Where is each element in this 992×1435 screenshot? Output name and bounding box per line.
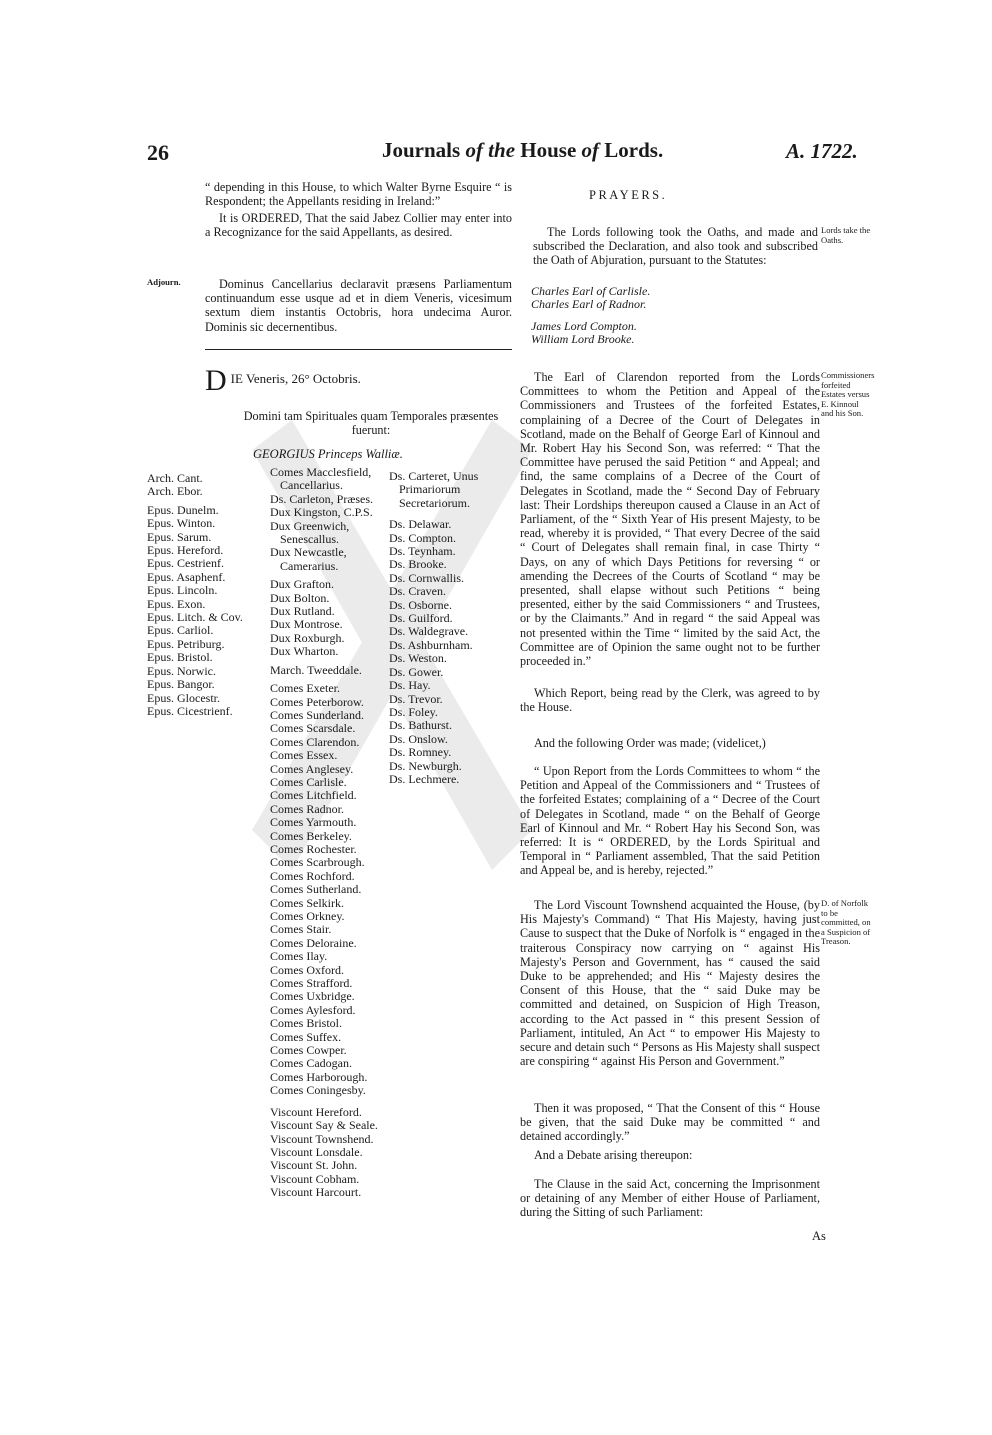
list-item: Viscount Harcourt. bbox=[270, 1185, 362, 1200]
list-item: Epus. Dunelm. bbox=[147, 502, 219, 517]
catchword: As bbox=[812, 1229, 826, 1243]
list-item: Epus. Asaphenf. bbox=[147, 569, 226, 584]
list-item: Comes Coningesby. bbox=[270, 1083, 366, 1098]
list-item: Dux Kingston, C.P.S. bbox=[270, 505, 373, 520]
list-item: Comes Anglesey. bbox=[270, 761, 354, 776]
list-item: Epus. Bristol. bbox=[147, 650, 213, 665]
margin-note-adjourn: Adjourn. bbox=[147, 277, 181, 287]
list-item: Epus. Winton. bbox=[147, 516, 216, 531]
list-item: Charles Earl of Carlisle. bbox=[531, 284, 651, 298]
list-item: Epus. Bangor. bbox=[147, 677, 215, 692]
adjournment-para: Dominus Cancellarius declaravit præsens Parliamentum continuandum esse usque ad et in diem Veneris, vicesimum sextum diem instantis Octobris, hora undecima Auror. Dominis sic decernentibus. bbox=[205, 277, 512, 334]
margin-note-commissioners: Commissioners forfeited Estates versus E. Kinnoul and his Son. bbox=[821, 370, 875, 419]
clarendon-report: The Earl of Clarendon reported from the Lords Committees to whom the Petition and Appeal of the Commissioners and Trustees of the forfeited Estates, complaining of a Decree of the Court of Delegates in Scotland, made on the Behalf of George Earl of Kinnoul and Mr. Robert Hay his Second Son, was referred: “ That the Committee have perused the said Petition “ and Appeal; and find, the same complains of a Decree of the Court of Delegates in Scotland, made the “ Second Day of February last: Their Lordships thereupon caused a Clause in an Act of Parliament, of the “ Sixth Year of His present Majesty, to be read, whereby it is provided, “ That every Decree of the said “ Court of Delegates shall remain final, in case Thirty “ Days, on any of which Days Petitions for reversing “ or amending the Decrees of the Courts of Scotland “ may be presented, shall elapse without such Petitions “ being presented, either by the said Commissioners “ and Trustees, or by the Claimants.” And in regard “ the said Appeal was not presented within the Time “ limited by the said Act, the Committee are of Opinion the same ought not to be further proceeded in.” bbox=[520, 370, 820, 669]
title-word-journals: Journals bbox=[382, 138, 461, 162]
list-item: Ds. Carleton, Præses. bbox=[270, 491, 373, 506]
list-item: Viscount St. John. bbox=[270, 1158, 358, 1173]
prince-of-wales: GEORGIUS Princeps Walliæ. bbox=[253, 447, 403, 461]
day-heading-text: IE Veneris, 26° Octobris. bbox=[230, 371, 361, 386]
temporal-lords-column bbox=[270, 466, 390, 1200]
list-item: Epus. Exon. bbox=[147, 596, 206, 611]
list-item: Ds. Lechmere. bbox=[389, 771, 460, 786]
list-item: Comes Scarbrough. bbox=[270, 855, 365, 870]
list-item: Viscount Cobham. bbox=[270, 1171, 360, 1186]
list-item: James Lord Compton. bbox=[531, 318, 637, 333]
list-item: Dux Grafton. bbox=[270, 577, 334, 592]
list-item: Comes Litchfield. bbox=[270, 788, 357, 803]
list-item: Comes Oxford. bbox=[270, 962, 344, 977]
list-item: Comes Clarendon. bbox=[270, 734, 360, 749]
list-item: Epus. Petriburg. bbox=[147, 636, 225, 651]
list-item: Ds. Carteret, Unus Primariorum Secretariorum. bbox=[389, 469, 479, 510]
list-item: Ds. Romney. bbox=[389, 745, 452, 760]
list-item: Epus. Cicestrienf. bbox=[147, 703, 233, 718]
recognizance-order: It is ORDERED, That the said Jabez Collier may enter into a Recognizance for the said Appellants, as desired. bbox=[205, 211, 512, 240]
list-item: Comes Uxbridge. bbox=[270, 989, 355, 1004]
list-item: Viscount Lonsdale. bbox=[270, 1144, 363, 1159]
list-item: March. Tweeddale. bbox=[270, 662, 362, 677]
list-item: Arch. Cant. bbox=[147, 471, 203, 485]
section-divider bbox=[205, 349, 512, 350]
list-item: Comes Rochford. bbox=[270, 868, 355, 883]
list-item: Ds. Guilford. bbox=[389, 611, 453, 626]
list-item: Viscount Townshend. bbox=[270, 1131, 374, 1146]
list-item: Comes Cowper. bbox=[270, 1043, 347, 1058]
list-item: Ds. Hay. bbox=[389, 678, 431, 693]
list-item: Comes Radnor. bbox=[270, 801, 344, 816]
list-item: Comes Cadogan. bbox=[270, 1056, 352, 1071]
list-item: Comes Stair. bbox=[270, 922, 332, 937]
townshend-para: The Lord Viscount Townshend acquainted the House, (by His Majesty's Command) “ That His Majesty, having just Cause to suspect that the Duke of Norfolk is “ engaged in the traiterous Conspiracy now carrying on “ against His Majesty's Person and Government, has “ caused the said Duke to be apprehended; and His “ Majesty desires the Consent of this House, that the “ said Duke may be committed and detained, on Suspicion of High Treason, according to the Act passed in “ this present Session of Parliament, intituled, An Act “ to empower His Majesty to secure and detain such “ Persons as His Majesty shall suspect are conspiring “ against His Person and Government.” bbox=[520, 898, 820, 1069]
order-intro: And the following Order was made; (videlicet,) bbox=[534, 736, 766, 750]
list-item: Arch. Ebor. bbox=[147, 484, 203, 499]
list-item: Comes Essex. bbox=[270, 748, 338, 763]
list-item: Ds. Trevor. bbox=[389, 691, 443, 706]
appeal-continuation: “ depending in this House, to which Walter Byrne Esquire “ is Respondent; the Appellants residing in Ireland:” bbox=[205, 180, 512, 209]
title-word-of-the: of the bbox=[465, 138, 516, 162]
list-item: Ds. Teynham. bbox=[389, 544, 456, 559]
list-item: Comes Exeter. bbox=[270, 681, 340, 696]
page-number: 26 bbox=[147, 140, 169, 165]
domini-present: Domini tam Spirituales quam Temporales præsentes fuerunt: bbox=[243, 409, 499, 438]
list-item: Viscount Hereford. bbox=[270, 1104, 362, 1119]
list-item: Comes Rochester. bbox=[270, 841, 357, 856]
list-item: Ds. Gower. bbox=[389, 664, 444, 679]
list-item: Comes Peterborow. bbox=[270, 694, 364, 709]
page-year: A. 1722. bbox=[786, 139, 858, 163]
list-item: Comes Harborough. bbox=[270, 1069, 368, 1084]
list-item: Comes Strafford. bbox=[270, 976, 353, 991]
list-item: Ds. Onslow. bbox=[389, 731, 448, 746]
list-item: Comes Sutherland. bbox=[270, 882, 362, 897]
list-item: Comes Suffex. bbox=[270, 1029, 342, 1044]
order-text: “ Upon Report from the Lords Committees to whom “ the Petition and Appeal of the Commissioners and “ Trustees of the forfeited Estates; complaining of a “ Decree of the Court of Delegates in Scotland, made “ on the Behalf of George Earl of Kinnoul and Mr. “ Robert Hay his Second Son, was referred: It is “ ORDERED, by the Lords Spiritual and Temporal in “ Parliament assembled, That the said Petition and Appeal be, and is hereby, rejected.” bbox=[520, 764, 820, 878]
report-agreed: Which Report, being read by the Clerk, was agreed to by the House. bbox=[520, 686, 820, 715]
list-item: Ds. Newburgh. bbox=[389, 758, 462, 773]
list-item: Ds. Bathurst. bbox=[389, 718, 452, 733]
list-item: Dux Montrose. bbox=[270, 617, 343, 632]
drop-cap: D bbox=[205, 364, 227, 397]
list-item: Ds. Waldegrave. bbox=[389, 624, 469, 639]
list-item: Ds. Brooke. bbox=[389, 557, 447, 572]
list-item: Dux Roxburgh. bbox=[270, 630, 345, 645]
oath-lords-list bbox=[531, 285, 650, 347]
list-item: Comes Scarsdale. bbox=[270, 721, 356, 736]
list-item: Ds. Osborne. bbox=[389, 597, 452, 612]
running-title bbox=[382, 138, 663, 163]
clause-para: The Clause in the said Act, concerning the Imprisonment or detaining of any Member of either House of Parliament, during the Sitting of such Parliament: bbox=[520, 1177, 820, 1220]
margin-note-oaths: Lords take the Oaths. bbox=[821, 225, 871, 245]
margin-note-norfolk: D. of Norfolk to be committed, on a Suspicion of Treason. bbox=[821, 898, 871, 947]
list-item: Comes Macclesfield, Cancellarius. bbox=[270, 465, 372, 493]
list-item: Ds. Weston. bbox=[389, 651, 447, 666]
title-word-house: House bbox=[520, 138, 577, 162]
list-item: Dux Bolton. bbox=[270, 590, 330, 605]
list-item: Comes Deloraine. bbox=[270, 935, 357, 950]
list-item: Epus. Cestrienf. bbox=[147, 556, 224, 571]
list-item: Comes Yarmouth. bbox=[270, 815, 357, 830]
day-heading bbox=[205, 366, 361, 396]
title-word-lords: Lords. bbox=[604, 138, 664, 162]
list-item: Comes Orkney. bbox=[270, 909, 345, 923]
list-item: Epus. Lincoln. bbox=[147, 583, 218, 598]
title-word-of: of bbox=[581, 138, 600, 162]
list-item: Comes Ilay. bbox=[270, 949, 328, 964]
list-item: Ds. Ashburnham. bbox=[389, 637, 473, 652]
list-item: Comes Sunderland. bbox=[270, 707, 364, 722]
list-item: Ds. Compton. bbox=[389, 530, 457, 545]
list-item: Ds. Delawar. bbox=[389, 517, 452, 532]
list-item: Charles Earl of Radnor. bbox=[531, 297, 647, 312]
proposed-para: Then it was proposed, “ That the Consent of this “ House be given, that the said Duke may be committed “ and detained accordingly.” bbox=[520, 1101, 820, 1144]
debate-line: And a Debate arising thereupon: bbox=[534, 1148, 693, 1162]
list-item: Epus. Litch. & Cov. bbox=[147, 610, 243, 625]
list-item: Ds. Foley. bbox=[389, 704, 438, 719]
bishops-column bbox=[147, 472, 267, 718]
list-item: William Lord Brooke. bbox=[531, 332, 635, 347]
oaths-para: The Lords following took the Oaths, and made and subscribed the Declaration, and also took and subscribed the Oath of Abjuration, pursuant to the Statutes: bbox=[533, 225, 818, 268]
barons-column bbox=[389, 470, 511, 786]
list-item: Dux Wharton. bbox=[270, 644, 339, 659]
list-item: Epus. Norwic. bbox=[147, 663, 216, 678]
list-item: Comes Berkeley. bbox=[270, 828, 352, 843]
list-item: Comes Carlisle. bbox=[270, 774, 347, 789]
list-item: Dux Greenwich, Senescallus. bbox=[270, 518, 350, 547]
list-item: Dux Newcastle, Camerarius. bbox=[270, 545, 347, 573]
list-item: Comes Selkirk. bbox=[270, 895, 344, 910]
list-item: Comes Bristol. bbox=[270, 1016, 343, 1031]
prayers-heading: PRAYERS. bbox=[589, 188, 668, 202]
list-item: Epus. Sarum. bbox=[147, 529, 212, 544]
list-item: Viscount Say & Seale. bbox=[270, 1118, 378, 1133]
list-item: Epus. Carliol. bbox=[147, 623, 214, 638]
list-item: Epus. Hereford. bbox=[147, 543, 224, 558]
list-item: Epus. Glocestr. bbox=[147, 690, 220, 705]
list-item: Ds. Craven. bbox=[389, 584, 446, 599]
list-item: Comes Aylesford. bbox=[270, 1002, 356, 1017]
list-item: Ds. Cornwallis. bbox=[389, 570, 464, 585]
list-item: Dux Rutland. bbox=[270, 604, 335, 619]
